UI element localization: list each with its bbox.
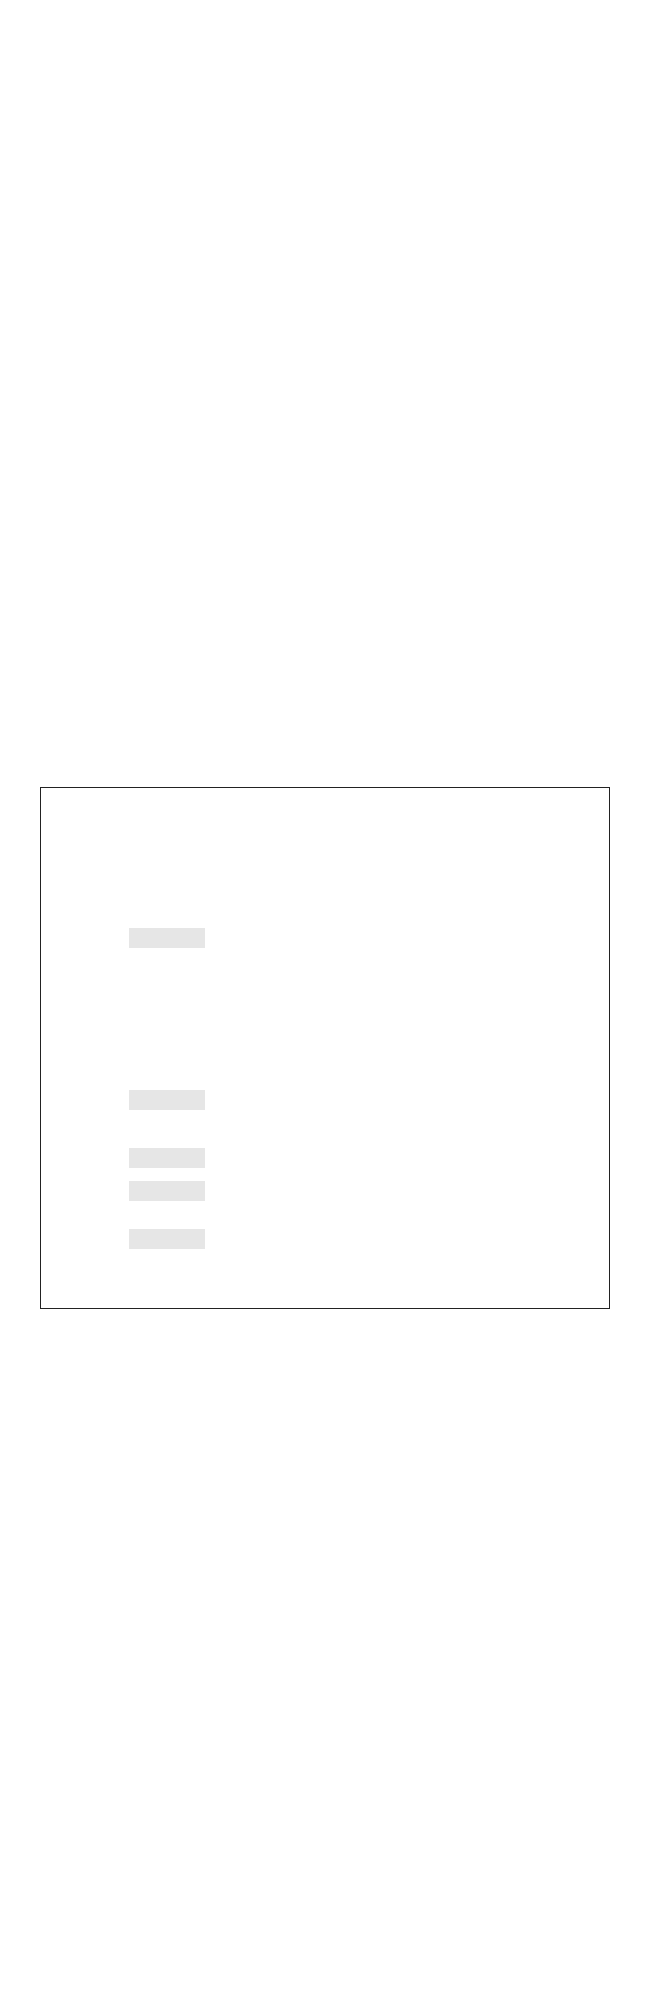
spec-label — [129, 1090, 205, 1110]
zodiac-pens-closeup-row — [0, 1370, 650, 1996]
product-info-box — [40, 787, 610, 1309]
spec-label — [129, 1148, 205, 1168]
spec-label — [129, 1181, 205, 1201]
spec-label — [129, 928, 205, 948]
zodiac-pens-row — [0, 260, 650, 620]
spec-label — [129, 1229, 205, 1249]
